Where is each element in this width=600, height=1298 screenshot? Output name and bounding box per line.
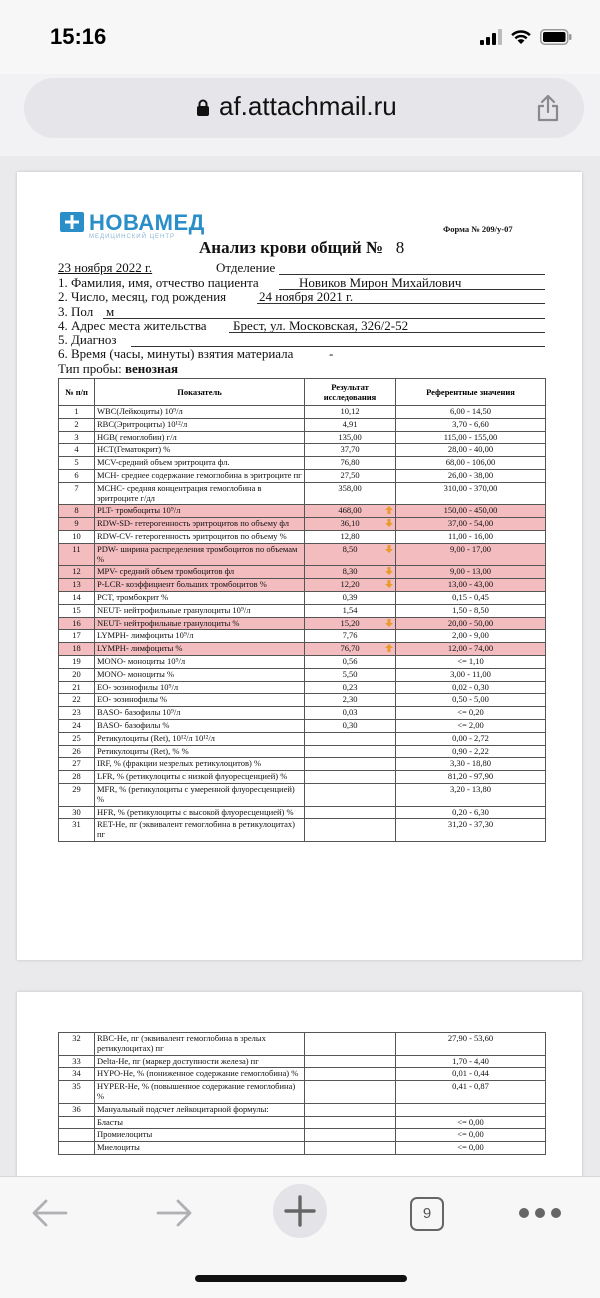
results-table xyxy=(58,378,546,842)
indicator-name: MONO- моноциты % xyxy=(95,668,305,681)
analysis-number: 8 xyxy=(395,238,405,257)
result-cell xyxy=(305,783,396,806)
row-number: 24 xyxy=(59,719,95,732)
address-bar[interactable] xyxy=(24,78,584,138)
table-row xyxy=(59,1033,546,1056)
cellular-signal-icon xyxy=(480,29,502,45)
row-number: 4 xyxy=(59,444,95,457)
reference-range: 0,41 - 0,87 xyxy=(396,1081,546,1104)
table-row xyxy=(59,655,546,668)
result-cell xyxy=(305,732,396,745)
table-row xyxy=(59,771,546,784)
result-value: 12,80 xyxy=(340,530,360,541)
indicator-name: HYPER-He, % (повышенное содержание гемоглобина) % xyxy=(95,1081,305,1104)
reference-range: 0,90 - 2,22 xyxy=(396,745,546,758)
reference-range: 3,30 - 18,80 xyxy=(396,758,546,771)
table-row xyxy=(59,694,546,707)
row-number: 35 xyxy=(59,1081,95,1104)
result-value: 8,50 xyxy=(342,543,358,554)
row-number: 17 xyxy=(59,630,95,643)
table-row xyxy=(59,444,546,457)
table-row xyxy=(59,617,546,630)
reference-range: 81,20 - 97,90 xyxy=(396,771,546,784)
result-cell xyxy=(305,518,396,531)
table-row xyxy=(59,1055,546,1068)
logo-tagline: МЕДИЦИНСКИЙ ЦЕНТР xyxy=(89,234,176,240)
sample-type-value: венозная xyxy=(124,361,178,376)
result-value: 4,91 xyxy=(342,418,358,429)
reference-range: 0,00 - 2,72 xyxy=(396,732,546,745)
form-number: Форма № 209/у-07 xyxy=(443,224,513,234)
row-number xyxy=(59,1142,95,1155)
indicator-name: PDW- ширина распределения тромбоцитов по объемам % xyxy=(95,543,305,566)
reference-range: 13,00 - 43,00 xyxy=(396,579,546,592)
table-row xyxy=(59,469,546,482)
diagnosis-label: 5. Диагноз xyxy=(58,332,117,347)
indicator-name: Ретикулоциты (Ret), 10¹²/л 10¹²/л xyxy=(95,732,305,745)
result-cell xyxy=(305,418,396,431)
indicator-name: LYMPH- лимфоциты % xyxy=(95,643,305,656)
row-number: 3 xyxy=(59,431,95,444)
title-text: Анализ крови общий № xyxy=(199,238,383,257)
reference-range: 9,00 - 17,00 xyxy=(396,543,546,566)
reference-range: 0,02 - 0,30 xyxy=(396,681,546,694)
row-number: 20 xyxy=(59,668,95,681)
result-cell xyxy=(305,431,396,444)
indicator-name: HGB( гемоглобин) г/л xyxy=(95,431,305,444)
reference-range: 1,70 - 4,40 xyxy=(396,1055,546,1068)
row-number: 1 xyxy=(59,406,95,419)
row-number: 36 xyxy=(59,1103,95,1116)
indicator-name: PLT- тромбоциты 10⁹/л xyxy=(95,505,305,518)
url-text[interactable]: af.attachmail.ru xyxy=(219,91,397,121)
reference-range: 68,00 - 106,00 xyxy=(396,457,546,470)
row-number: 8 xyxy=(59,505,95,518)
table-row xyxy=(59,1068,546,1081)
result-cell xyxy=(305,771,396,784)
table-row xyxy=(59,630,546,643)
table-row xyxy=(59,530,546,543)
clinic-logo xyxy=(59,210,205,240)
row-number: 29 xyxy=(59,783,95,806)
address-value: Брест, ул. Московская, 326/2-52 xyxy=(233,318,409,333)
table-row xyxy=(59,1081,546,1104)
patient-name-label: 1. Фамилия, имя, отчество пациента xyxy=(58,275,259,290)
sample-type xyxy=(58,361,178,377)
result-cell xyxy=(305,643,396,656)
row-number: 30 xyxy=(59,806,95,819)
result-value xyxy=(305,1129,396,1142)
result-value: 358,00 xyxy=(338,482,362,493)
arrow-down-icon xyxy=(385,619,393,627)
result-value: 2,30 xyxy=(342,694,358,705)
result-cell xyxy=(305,469,396,482)
reference-range: 3,00 - 11,00 xyxy=(396,668,546,681)
birth-date: 24 ноября 2021 г. xyxy=(259,289,354,304)
table-row xyxy=(59,579,546,592)
share-icon[interactable] xyxy=(536,94,560,122)
indicator-name: WBC(Лейкоциты) 10⁹/л xyxy=(95,406,305,419)
reference-range: 20,00 - 50,00 xyxy=(396,617,546,630)
reference-range: 310,00 - 370,00 xyxy=(396,482,546,505)
table-row xyxy=(59,418,546,431)
indicator-name: Ретикулоциты (Ret), % % xyxy=(95,745,305,758)
row-number: 11 xyxy=(59,543,95,566)
result-cell xyxy=(305,719,396,732)
table-row xyxy=(59,783,546,806)
row-number: 21 xyxy=(59,681,95,694)
result-cell xyxy=(305,579,396,592)
reference-range: <= 0,20 xyxy=(396,707,546,720)
result-value xyxy=(305,1116,396,1129)
indicator-name: BASO- базофилы % xyxy=(95,719,305,732)
result-value xyxy=(305,1033,396,1056)
reference-range: 27,90 - 53,60 xyxy=(396,1033,546,1056)
indicator-name: MONO- моноциты 10⁹/л xyxy=(95,655,305,668)
result-cell xyxy=(305,406,396,419)
result-value: 12,20 xyxy=(340,579,360,590)
indicator-name: MFR, % (ретикулоциты с умеренной флуоресценцией) % xyxy=(95,783,305,806)
result-cell xyxy=(305,694,396,707)
result-cell xyxy=(305,591,396,604)
battery-icon xyxy=(540,29,572,45)
result-value: 15,20 xyxy=(340,617,360,628)
result-cell xyxy=(305,630,396,643)
reference-range: 28,00 - 40,00 xyxy=(396,444,546,457)
result-value: 27,50 xyxy=(340,469,360,480)
row-number: 7 xyxy=(59,482,95,505)
table-row xyxy=(59,806,546,819)
lock-icon xyxy=(196,99,210,117)
row-number: 2 xyxy=(59,418,95,431)
indicator-name: RET-He, пг (эквивалент гемоглобина в ретикулоцитах) пг xyxy=(95,819,305,842)
reference-range: <= 0,00 xyxy=(396,1129,546,1142)
department-label: Отделение xyxy=(216,260,276,275)
arrow-down-icon xyxy=(385,567,393,575)
table-row xyxy=(59,505,546,518)
result-value: 76,80 xyxy=(340,457,360,468)
result-cell xyxy=(305,617,396,630)
result-cell xyxy=(305,681,396,694)
indicator-name: PCT, тромбокрит % xyxy=(95,591,305,604)
document-page-2 xyxy=(17,992,582,1176)
row-number: 31 xyxy=(59,819,95,842)
table-row xyxy=(59,668,546,681)
reference-range: 6,00 - 14,50 xyxy=(396,406,546,419)
indicator-name: LYMPH- лимфоциты 10⁹/л xyxy=(95,630,305,643)
sample-type-label: Тип пробы: xyxy=(58,361,122,376)
row-number: 18 xyxy=(59,643,95,656)
indicator-name: IRF, % (фракции незрелых ретикулоцитов) % xyxy=(95,758,305,771)
indicator-name: RBC-He, пг (эквивалент гемоглобина в зрелых ретикулоцитах) пг xyxy=(95,1033,305,1056)
reference-range: 0,15 - 0,45 xyxy=(396,591,546,604)
row-number: 13 xyxy=(59,579,95,592)
indicator-name: Промиелоциты xyxy=(95,1129,305,1142)
result-cell xyxy=(305,745,396,758)
header-indicator: Показатель xyxy=(95,379,305,406)
result-value: 8,30 xyxy=(342,566,358,577)
result-cell xyxy=(305,505,396,518)
row-number: 23 xyxy=(59,707,95,720)
result-value: 0,56 xyxy=(342,655,358,666)
tabs-button[interactable]: 9 xyxy=(410,1197,444,1231)
table-row xyxy=(59,1142,546,1155)
result-value: 0,30 xyxy=(342,719,358,730)
result-cell xyxy=(305,655,396,668)
table-row xyxy=(59,457,546,470)
table-row xyxy=(59,518,546,531)
result-cell xyxy=(305,530,396,543)
row-number: 6 xyxy=(59,469,95,482)
row-number: 10 xyxy=(59,530,95,543)
table-row xyxy=(59,1129,546,1142)
reference-range: 31,20 - 37,30 xyxy=(396,819,546,842)
table-row xyxy=(59,482,546,505)
table-row xyxy=(59,745,546,758)
table-row xyxy=(59,406,546,419)
reference-range xyxy=(396,1103,546,1116)
indicator-name: RDW-SD- гетерогенность эритроцитов по объему фл xyxy=(95,518,305,531)
table-row xyxy=(59,1116,546,1129)
row-number: 27 xyxy=(59,758,95,771)
row-number: 12 xyxy=(59,566,95,579)
arrow-down-icon xyxy=(385,519,393,527)
result-cell xyxy=(305,543,396,566)
table-row xyxy=(59,758,546,771)
indicator-name: Бласты xyxy=(95,1116,305,1129)
indicator-name: EO- эозинофилы % xyxy=(95,694,305,707)
result-value: 0,39 xyxy=(342,591,358,602)
collection-time-label: 6. Время (часы, минуты) взятия материала xyxy=(58,346,294,361)
wifi-icon xyxy=(510,28,532,45)
document-page-1 xyxy=(17,172,582,960)
logo-name: НОВАМЕД xyxy=(89,210,205,235)
status-bar xyxy=(0,0,600,74)
row-number: 9 xyxy=(59,518,95,531)
result-value xyxy=(305,1068,396,1081)
reference-range: <= 2,00 xyxy=(396,719,546,732)
indicator-name: RDW-CV- гетерогенность эритроцитов по объему % xyxy=(95,530,305,543)
reference-range: 11,00 - 16,00 xyxy=(396,530,546,543)
reference-range: 12,00 - 74,00 xyxy=(396,643,546,656)
results-table-continued xyxy=(58,1032,546,1155)
result-value: 0,23 xyxy=(342,681,358,692)
row-number: 28 xyxy=(59,771,95,784)
result-value: 1,54 xyxy=(342,604,358,615)
row-number: 15 xyxy=(59,604,95,617)
reference-range: 9,00 - 13,00 xyxy=(396,566,546,579)
table-row xyxy=(59,719,546,732)
result-cell xyxy=(305,482,396,505)
reference-range: <= 1,10 xyxy=(396,655,546,668)
header-reference: Референтные значения xyxy=(396,379,546,406)
browser-toolbar xyxy=(0,1176,600,1298)
indicator-name: MCH- среднее содержание гемоглобина в эритроците пг xyxy=(95,469,305,482)
result-value: 468,00 xyxy=(338,505,362,516)
indicator-name: RBC(Эритроциты) 10¹²/л xyxy=(95,418,305,431)
table-row xyxy=(59,604,546,617)
birth-date-label: 2. Число, месяц, год рождения xyxy=(58,289,227,304)
patient-name: Новиков Мирон Михайлович xyxy=(299,275,462,290)
sex-value: м xyxy=(106,304,115,319)
result-value: 10,12 xyxy=(340,406,360,416)
header-number: № п/п xyxy=(59,379,95,406)
sex-label: 3. Пол xyxy=(58,304,94,319)
result-value: 0,03 xyxy=(342,707,358,718)
row-number: 19 xyxy=(59,655,95,668)
result-cell xyxy=(305,707,396,720)
row-number: 34 xyxy=(59,1068,95,1081)
reference-range: 150,00 - 450,00 xyxy=(396,505,546,518)
indicator-name: Мануальный подсчет лейкоцитарной формулы: xyxy=(95,1103,305,1116)
indicator-name: EO- эозинофилы 10⁹/л xyxy=(95,681,305,694)
table-row xyxy=(59,732,546,745)
result-cell xyxy=(305,806,396,819)
pdf-viewer[interactable] xyxy=(0,156,600,1176)
indicator-name: NEUT- нейтрофильные гранулоциты % xyxy=(95,617,305,630)
reference-range: 0,01 - 0,44 xyxy=(396,1068,546,1081)
table-row xyxy=(59,643,546,656)
indicator-name: HCT(Гематокрит) % xyxy=(95,444,305,457)
reference-range: 0,20 - 6,30 xyxy=(396,806,546,819)
new-tab-button[interactable] xyxy=(272,1183,328,1239)
address-label: 4. Адрес места жительства xyxy=(58,318,207,333)
table-row xyxy=(59,591,546,604)
arrow-up-icon xyxy=(385,644,393,652)
result-cell xyxy=(305,457,396,470)
table-row xyxy=(59,1103,546,1116)
row-number xyxy=(59,1116,95,1129)
result-value: 5,50 xyxy=(342,668,358,679)
indicator-name: NEUT- нейтрофильные гранулоциты 10⁹/л xyxy=(95,604,305,617)
table-row xyxy=(59,707,546,720)
analysis-date: 23 ноября 2022 г. xyxy=(58,260,153,275)
indicator-name: BASO- базофилы 10⁹/л xyxy=(95,707,305,720)
arrow-up-icon xyxy=(385,506,393,514)
reference-range: 37,00 - 54,00 xyxy=(396,518,546,531)
result-value xyxy=(305,1081,396,1104)
result-value: 37,70 xyxy=(340,444,360,455)
document-title xyxy=(199,238,404,258)
header-result: Результат исследования xyxy=(305,379,396,406)
forward-arrow-icon[interactable] xyxy=(154,1197,194,1229)
more-menu-icon[interactable] xyxy=(518,1207,562,1219)
reference-range: 0,50 - 5,00 xyxy=(396,694,546,707)
indicator-name: MPV- средний объем тромбоцитов фл xyxy=(95,566,305,579)
arrow-down-icon xyxy=(385,545,393,553)
indicator-name: Delta-He, пг (маркер доступности железа) пг xyxy=(95,1055,305,1068)
table-row xyxy=(59,566,546,579)
result-cell xyxy=(305,668,396,681)
row-number: 32 xyxy=(59,1033,95,1056)
clinic-logo-icon xyxy=(59,210,85,234)
result-value xyxy=(305,1055,396,1068)
table-row xyxy=(59,681,546,694)
reference-range: <= 0,00 xyxy=(396,1142,546,1155)
clock: 15:16 xyxy=(50,24,107,49)
back-arrow-icon[interactable] xyxy=(30,1197,70,1229)
result-value: 76,70 xyxy=(340,643,360,654)
result-cell xyxy=(305,758,396,771)
home-indicator xyxy=(195,1275,407,1282)
result-value xyxy=(305,1142,396,1155)
status-icons xyxy=(480,28,572,45)
row-number: 16 xyxy=(59,617,95,630)
reference-range: 1,50 - 8,50 xyxy=(396,604,546,617)
indicator-name: HFR, % (ретикулоциты с высокой флуоресценцией) % xyxy=(95,806,305,819)
arrow-down-icon xyxy=(385,580,393,588)
row-number: 25 xyxy=(59,732,95,745)
reference-range: 2,00 - 9,00 xyxy=(396,630,546,643)
table-row xyxy=(59,543,546,566)
result-cell xyxy=(305,819,396,842)
collection-time-value: - xyxy=(329,346,334,361)
indicator-name: MCV-средний объем эритроцита фл. xyxy=(95,457,305,470)
reference-range: 3,70 - 6,60 xyxy=(396,418,546,431)
result-value xyxy=(305,1103,396,1116)
indicator-name: MCHC- средняя концентрация гемоглобина в эритроците г/дл xyxy=(95,482,305,505)
result-cell xyxy=(305,566,396,579)
reference-range: 3,20 - 13,80 xyxy=(396,783,546,806)
row-number: 26 xyxy=(59,745,95,758)
row-number: 22 xyxy=(59,694,95,707)
indicator-name: HYPO-He, % (пониженное содержание гемоглобина) % xyxy=(95,1068,305,1081)
row-number xyxy=(59,1129,95,1142)
row-number: 5 xyxy=(59,457,95,470)
reference-range: <= 0,00 xyxy=(396,1116,546,1129)
result-value: 7,76 xyxy=(342,630,358,641)
reference-range: 115,00 - 155,00 xyxy=(396,431,546,444)
reference-range: 26,00 - 38,00 xyxy=(396,469,546,482)
result-cell xyxy=(305,444,396,457)
indicator-name: LFR, % (ретикулоциты с низкой флуоресценцией) % xyxy=(95,771,305,784)
row-number: 14 xyxy=(59,591,95,604)
table-row xyxy=(59,819,546,842)
result-value: 135,00 xyxy=(338,431,362,442)
result-cell xyxy=(305,604,396,617)
indicator-name: Миелоциты xyxy=(95,1142,305,1155)
table-row xyxy=(59,431,546,444)
indicator-name: P-LCR- коэффициент больших тромбоцитов % xyxy=(95,579,305,592)
row-number: 33 xyxy=(59,1055,95,1068)
result-value: 36,10 xyxy=(340,518,360,529)
